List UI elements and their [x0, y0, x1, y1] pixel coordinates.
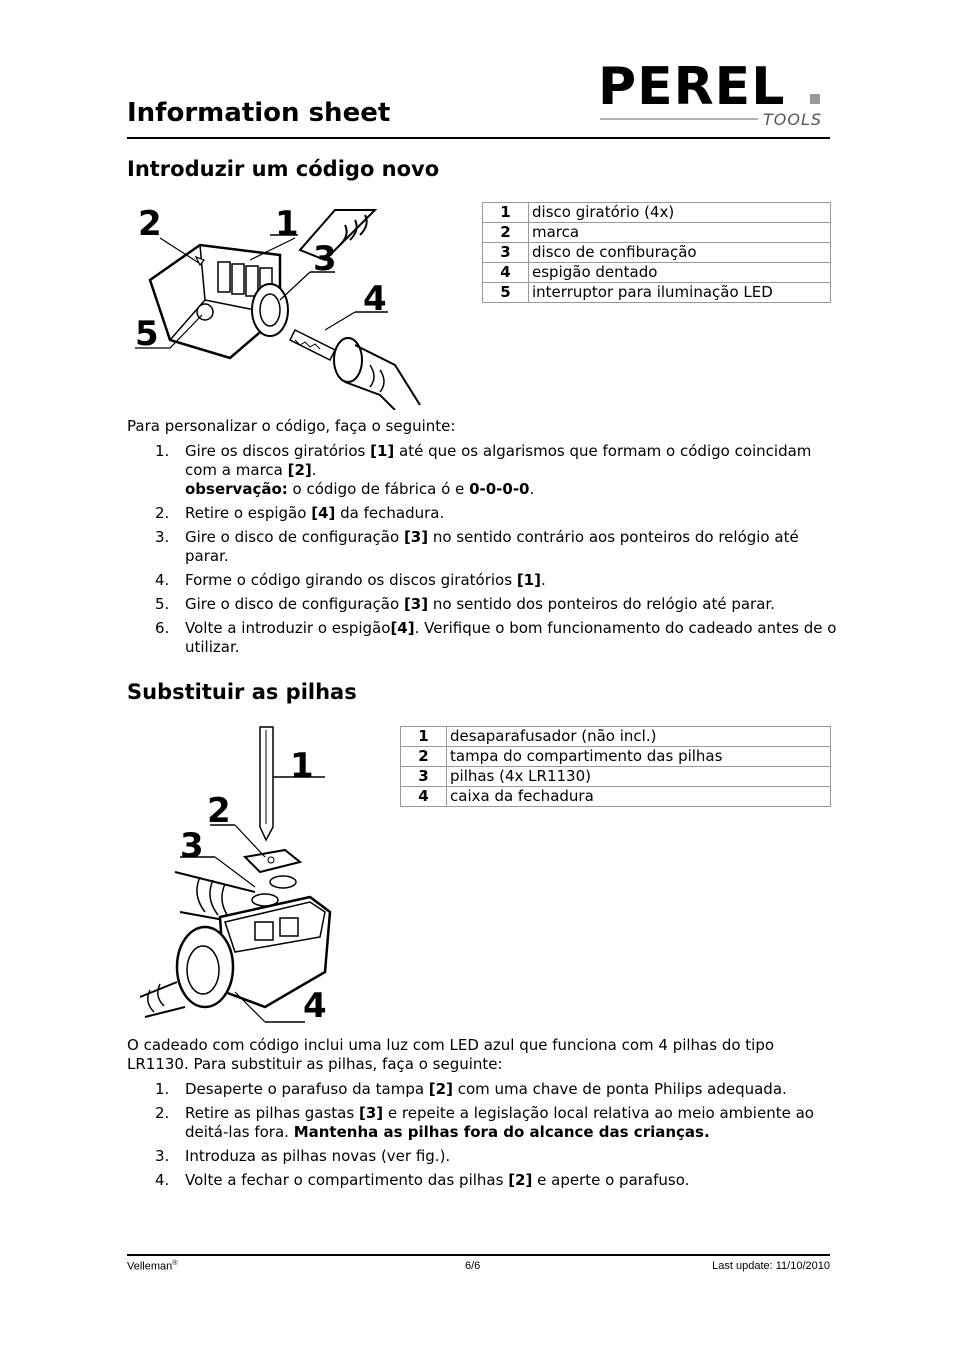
- footer-page-number: 6/6: [465, 1260, 481, 1272]
- list-item: [127, 504, 837, 523]
- list-item: [127, 619, 837, 657]
- bold-text: [2]: [508, 1171, 533, 1189]
- step-text: Gire os discos giratórios: [185, 442, 371, 460]
- legend-row: 4 caixa da fechadura: [401, 787, 831, 807]
- step-text: Volte a fechar o compartimento das pilhas: [185, 1171, 509, 1189]
- step-text: Gire o disco de configuração: [185, 528, 404, 546]
- list-item: [127, 1171, 837, 1190]
- bold-text: [4]: [390, 619, 415, 637]
- legend-row: 3 disco de confiburação: [483, 243, 831, 263]
- step-number: 6.: [155, 619, 170, 637]
- fig2-label-1: 1: [290, 746, 314, 786]
- legend-row: 2 marca: [483, 223, 831, 243]
- bold-text: observação:: [185, 480, 288, 498]
- step-text: .: [540, 571, 546, 589]
- fig2-label-2: 2: [207, 791, 231, 831]
- fig1-label-2: 2: [138, 204, 162, 244]
- fig1-label-5: 5: [135, 314, 159, 354]
- intro-batteries: O cadeado com código inclui uma luz com LED azul que funciona com 4 pilhas do tipo LR1130. Para substituir as pilhas, faça o seguinte:: [127, 1036, 775, 1073]
- bold-text: [1]: [516, 571, 541, 589]
- legend-row: 1 disco giratório (4x): [483, 203, 831, 223]
- step-text: Retire as pilhas gastas: [185, 1104, 359, 1122]
- padlock-code-figure: [130, 200, 430, 410]
- step-text: com uma chave de ponta Philips adequada.: [452, 1080, 787, 1098]
- bold-text: [4]: [311, 504, 336, 522]
- footer-divider: [127, 1254, 830, 1256]
- legend-row: 2 tampa do compartimento das pilhas: [401, 747, 831, 767]
- step-text: Retire o espigão: [185, 504, 312, 522]
- battery-replace-figure: [125, 722, 340, 1027]
- fig1-label-1: 1: [275, 204, 299, 244]
- fig1-label-3: 3: [313, 239, 337, 279]
- list-item: [127, 1104, 837, 1142]
- footer-brand: Velleman®: [127, 1260, 178, 1273]
- step-text: Volte a introduzir o espigão: [185, 619, 391, 637]
- list-item: [127, 1080, 837, 1099]
- legend-table-new-code: [482, 202, 831, 303]
- step-number: 4.: [155, 571, 170, 589]
- step-number: 1.: [155, 1080, 170, 1098]
- step-text: Gire o disco de configuração: [185, 595, 404, 613]
- step-number: 3.: [155, 1147, 170, 1165]
- logo-subtext: TOOLS: [763, 110, 823, 129]
- step-number: 2.: [155, 1104, 170, 1122]
- bold-text: [3]: [358, 1104, 384, 1122]
- step-text: .: [311, 461, 317, 479]
- step-number: 4.: [155, 1171, 170, 1189]
- bold-text: Mantenha as pilhas fora do alcance das crianças.: [293, 1123, 710, 1141]
- step-text: e repeite a legislação local relativa ao meio ambiente ao deitá-las fora.: [185, 1104, 814, 1141]
- step-number: 3.: [155, 528, 170, 546]
- bold-text: 0-0-0-0: [469, 480, 530, 498]
- step-text: da fechadura.: [335, 504, 445, 522]
- bold-text: [2]: [287, 461, 312, 479]
- bold-text: [3]: [403, 595, 429, 613]
- perel-logo: [598, 52, 826, 132]
- legend-row: 5 interruptor para iluminação LED: [483, 283, 831, 303]
- step-text: no sentido contrário aos ponteiros do relógio até parar.: [185, 528, 799, 565]
- legend-row: 1 desaparafusador (não incl.): [401, 727, 831, 747]
- header-divider: [127, 137, 830, 139]
- list-item: [127, 442, 837, 499]
- section-title-batteries: Substituir as pilhas: [127, 680, 357, 704]
- step-text: .: [529, 480, 535, 498]
- legend-table-batteries: [400, 726, 831, 807]
- step-text: até que os algarismos que formam o código coincidam com a marca: [185, 442, 812, 479]
- bold-text: [3]: [403, 528, 429, 546]
- step-number: 2.: [155, 504, 170, 522]
- step-text: Desaperte o parafuso da tampa: [185, 1080, 429, 1098]
- footer-last-update: Last update: 11/10/2010: [712, 1260, 830, 1272]
- bold-text: [2]: [428, 1080, 453, 1098]
- step-text: no sentido dos ponteiros do relógio até parar.: [428, 595, 775, 613]
- page-title: Information sheet: [127, 98, 391, 128]
- step-text: o código de fábrica ó e: [287, 480, 470, 498]
- steps-batteries: [127, 1080, 837, 1195]
- section-title-new-code: Introduzir um código novo: [127, 157, 440, 181]
- list-item: [127, 595, 837, 614]
- step-number: 1.: [155, 442, 170, 460]
- list-item: [127, 571, 837, 590]
- fig2-label-4: 4: [303, 986, 327, 1026]
- fig1-label-4: 4: [363, 279, 387, 319]
- step-text: e aperte o parafuso.: [532, 1171, 690, 1189]
- list-item: [127, 1147, 837, 1166]
- list-item: [127, 528, 837, 566]
- legend-row: 3 pilhas (4x LR1130): [401, 767, 831, 787]
- bold-text: [1]: [370, 442, 395, 460]
- step-text: . Verifique o bom funcionamento do cadeado antes de o utilizar.: [185, 619, 837, 656]
- step-text: Forme o código girando os discos giratórios: [185, 571, 517, 589]
- legend-row: 4 espigão dentado: [483, 263, 831, 283]
- logo-text: PEREL: [598, 57, 786, 117]
- step-number: 5.: [155, 595, 170, 613]
- fig2-label-3: 3: [180, 826, 204, 866]
- steps-new-code: [127, 442, 837, 662]
- step-text: Introduza as pilhas novas (ver fig.).: [185, 1147, 451, 1165]
- intro-new-code: Para personalizar o código, faça o seguinte:: [127, 417, 456, 435]
